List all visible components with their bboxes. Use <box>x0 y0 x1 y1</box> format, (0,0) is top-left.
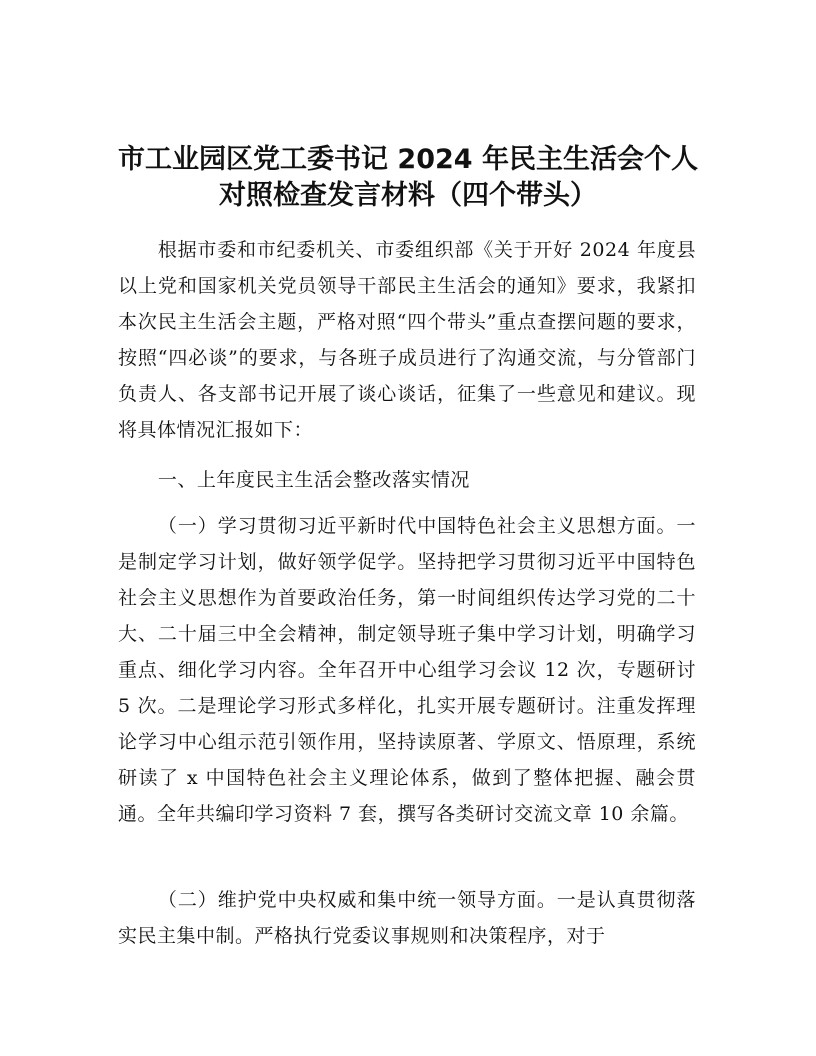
document-title-line-1: 市工业园区党工委书记 2024 年民主生活会个人 <box>118 144 698 175</box>
section-2-paragraph: （二）维护党中央权威和集中统一领导方面。一是认真贯彻落实民主集中制。严格执行党委议事规则和决策程序，对于 <box>118 889 696 947</box>
document-title-line-2: 对照检查发言材料（四个带头） <box>219 180 597 211</box>
section-1-paragraph: （一）学习贯彻习近平新时代中国特色社会主义思想方面。一是制定学习计划，做好领学促学。坚持把学习贯彻习近平中国特色社会主义思想作为首要政治任务，第一时间组织传达学习党的二十大、二十届三中全会精神，制定领导班子集中学习计划，明确学习重点、细化学习内容。全年召开中心组学习会议 12 次，专题研讨 5 次。二是理论学习形式多样化，扎实开展专题研讨。注重发挥理论学习中心组示范引领作用，坚持读原著、学原文、悟原理，系统研读了 x 中国特色社会主义理论体系，做到了整体把握、融会贯通。全年共编印学习资料 7 套，撰写各类研讨交流文章 10 余篇。 <box>118 515 696 825</box>
intro-paragraph: 根据市委和市纪委机关、市委组织部《关于开好 2024 年度县以上党和国家机关党员领导干部民主生活会的通知》要求，我紧扣本次民主生活会主题，严格对照“四个带头”重点查摆问题的要求，按照“四必谈”的要求，与各班子成员进行了沟通交流，与分管部门负责人、各支部书记开展了谈心谈话，征集了一些意见和建议。现将具体情况汇报如下： <box>118 239 696 441</box>
section-heading: 一、上年度民主生活会整改落实情况 <box>157 469 470 491</box>
